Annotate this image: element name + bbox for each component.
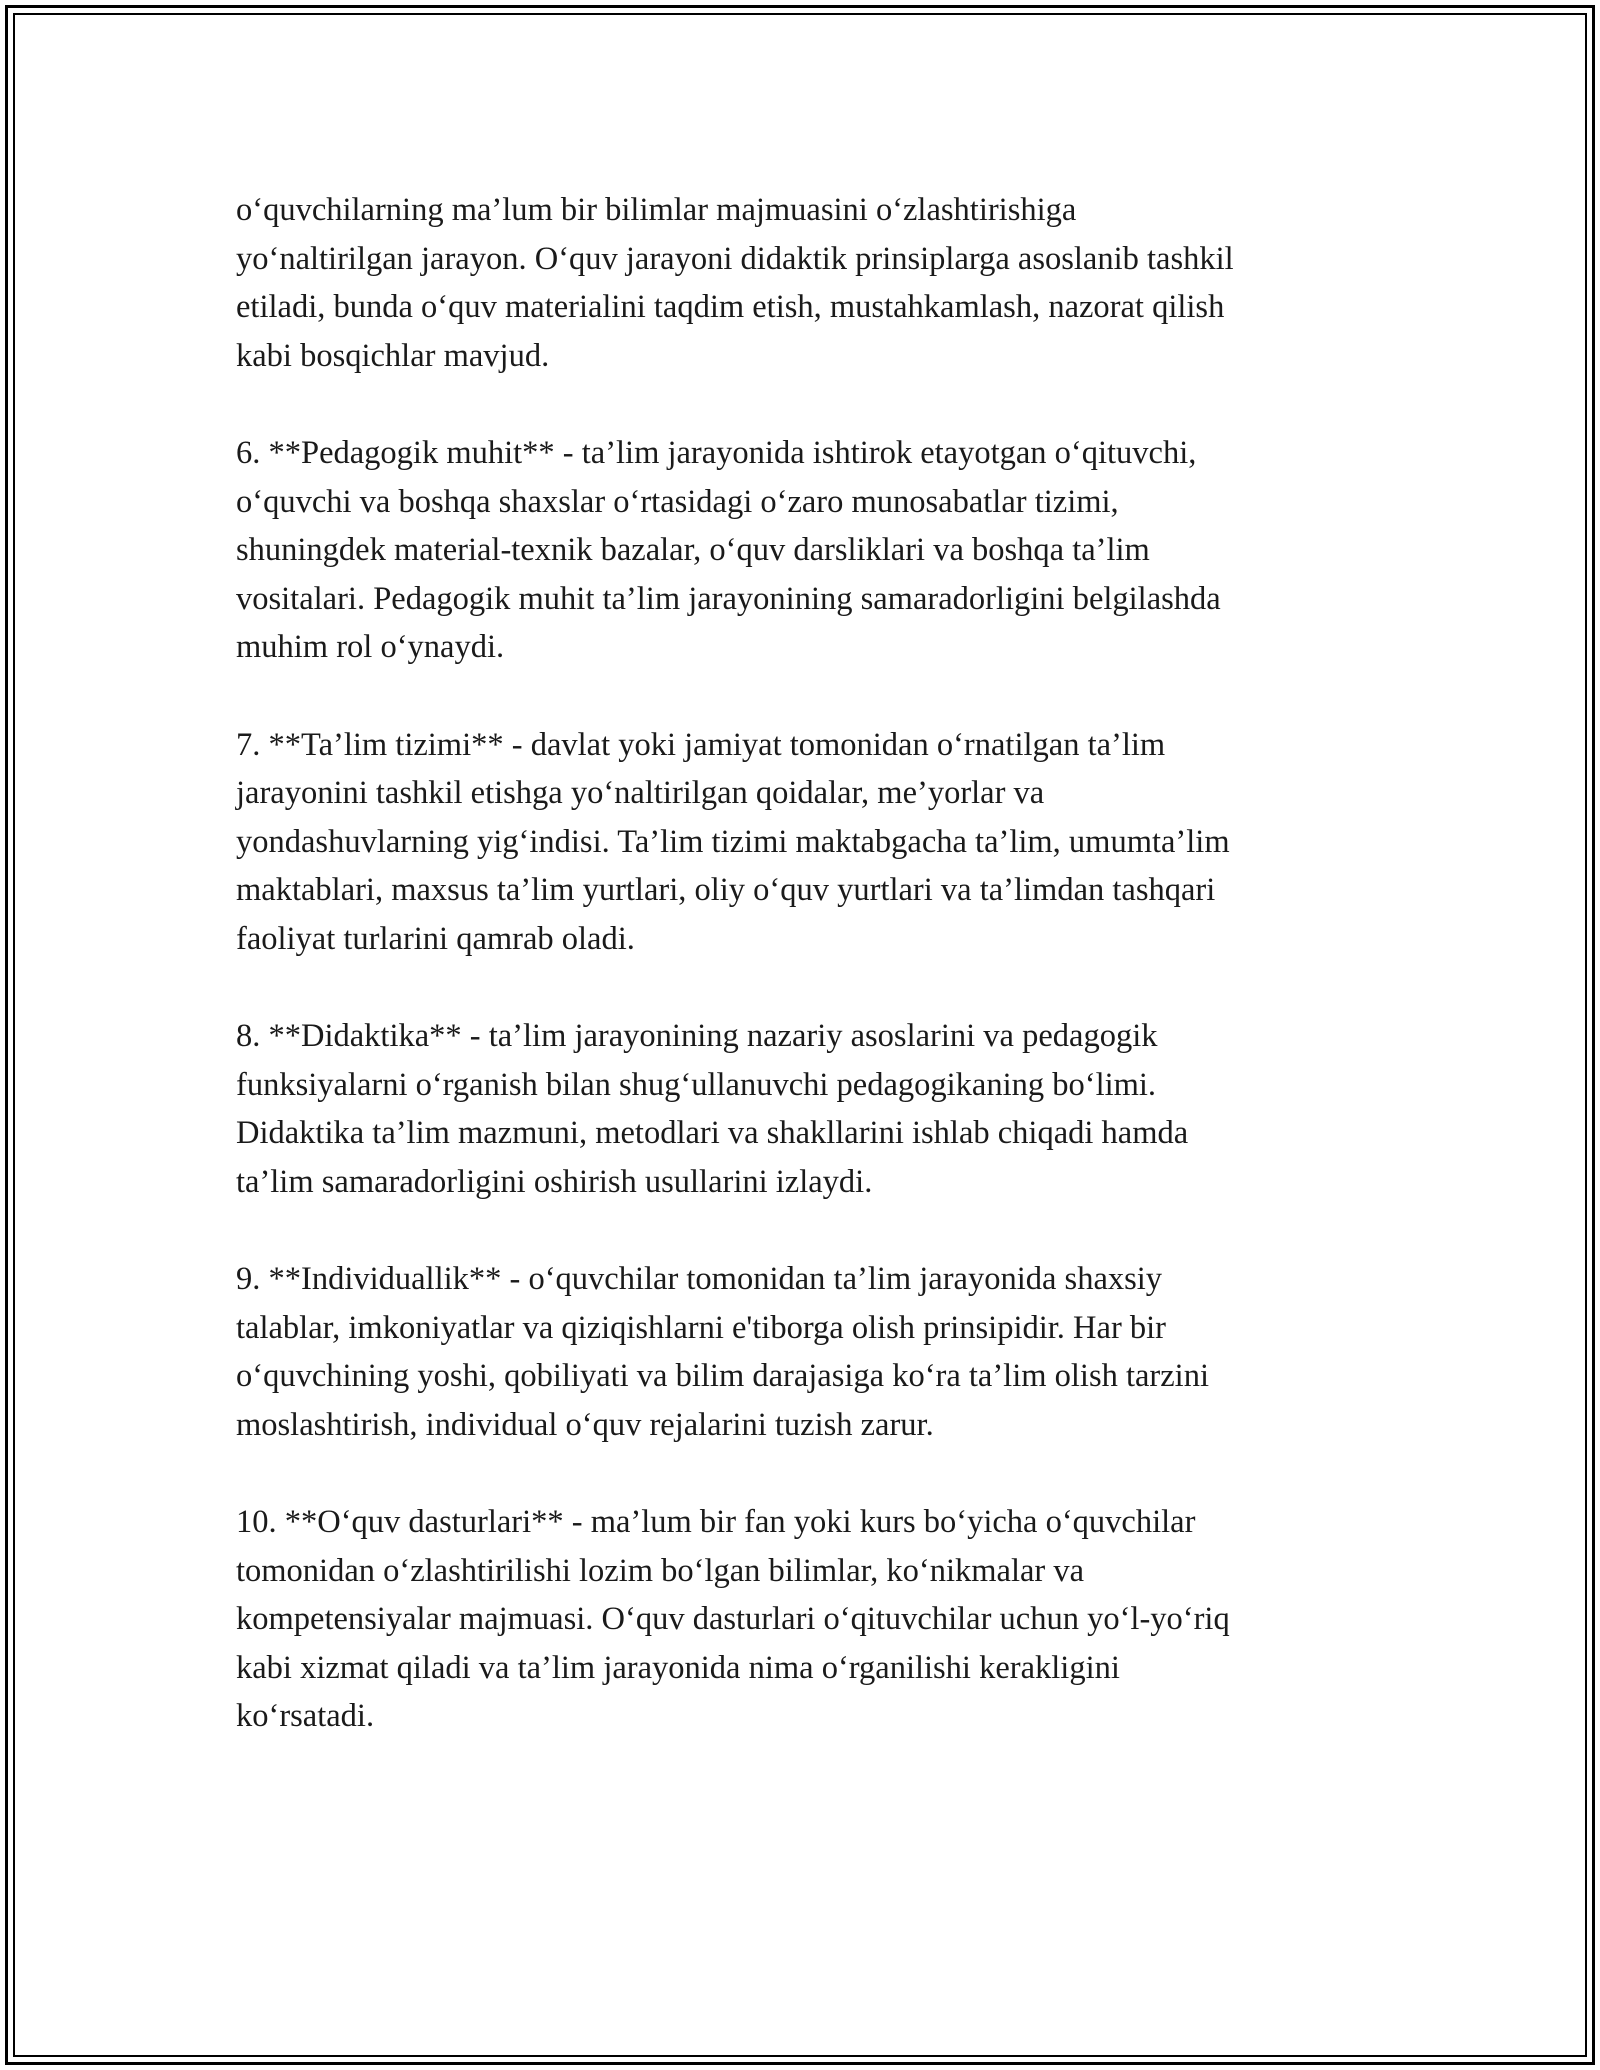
text-line: kabi xizmat qiladi va ta’lim jarayonida nima o‘rganilishi kerakligini	[236, 1649, 1120, 1686]
text-line: 6. **Pedagogik muhit** - ta’lim jarayonida ishtirok etayotgan o‘qituvchi,	[236, 434, 1197, 471]
text-line: maktablari, maxsus ta’lim yurtlari, oliy o‘quv yurtlari va ta’limdan tashqari	[236, 872, 1216, 909]
text-line: 10. **O‘quv dasturlari** - ma’lum bir fan yoki kurs bo‘yicha o‘quvchilar	[236, 1504, 1196, 1541]
text-line: 7. **Ta’lim tizimi** - davlat yoki jamiyat tomonidan o‘rnatilgan ta’lim	[236, 726, 1166, 763]
text-line: etiladi, bunda o‘quv materialini taqdim etish, mustahkamlash, nazorat qilish	[236, 289, 1225, 326]
paragraph	[236, 721, 1376, 964]
text-line: 8. **Didaktika** - ta’lim jarayonining nazariy asoslarini va pedagogik	[236, 1018, 1158, 1055]
text-line: o‘quvchi va boshqa shaxslar o‘rtasidagi o‘zaro munosabatlar tizimi,	[236, 483, 1119, 520]
paragraph	[236, 1012, 1376, 1206]
text-line: shuningdek material-texnik bazalar, o‘quv darsliklari va boshqa ta’lim	[236, 532, 1150, 569]
text-line: talablar, imkoniyatlar va qiziqishlarni e'tiborga olish prinsipidir. Har bir	[236, 1309, 1166, 1346]
text-line: yondashuvlarning yig‘indisi. Ta’lim tizimi maktabgacha ta’lim, umumta’lim	[236, 823, 1230, 860]
text-line: o‘quvchilarning ma’lum bir bilimlar majmuasini o‘zlashtirishiga	[236, 192, 1077, 228]
text-line: vositalari. Pedagogik muhit ta’lim jarayonining samaradorligini belgilashda	[236, 580, 1221, 617]
text-line: ta’lim samaradorligini oshirish usullarini izlaydi.	[236, 1163, 873, 1200]
document-body	[236, 186, 1376, 1790]
text-line: Didaktika ta’lim mazmuni, metodlari va shakllarini ishlab chiqadi hamda	[236, 1115, 1189, 1152]
text-line: ko‘rsatadi.	[236, 1698, 375, 1735]
text-line: kabi bosqichlar mavjud.	[236, 337, 550, 374]
text-line: funksiyalarni o‘rganish bilan shug‘ullanuvchi pedagogikaning bo‘limi.	[236, 1066, 1157, 1103]
text-line: jarayonini tashkil etishga yo‘naltirilgan qoidalar, me’yorlar va	[236, 775, 1045, 812]
text-line: moslashtirish, individual o‘quv rejalarini tuzish zarur.	[236, 1406, 934, 1443]
text-line: faoliyat turlarini qamrab oladi.	[236, 920, 635, 957]
text-line: muhim rol o‘ynaydi.	[236, 629, 505, 666]
text-line: yo‘naltirilgan jarayon. O‘quv jarayoni didaktik prinsiplarga asoslanib tashkil	[236, 240, 1234, 277]
paragraph	[236, 429, 1376, 672]
text-line: 9. **Individuallik** - o‘quvchilar tomonidan ta’lim jarayonida shaxsiy	[236, 1261, 1163, 1298]
paragraph	[236, 186, 1376, 380]
text-line: o‘quvchining yoshi, qobiliyati va bilim darajasiga ko‘ra ta’lim olish tarzini	[236, 1358, 1209, 1395]
paragraph	[236, 1498, 1376, 1741]
text-line: kompetensiyalar majmuasi. O‘quv dasturlari o‘qituvchilar uchun yo‘l-yo‘riq	[236, 1601, 1230, 1638]
paragraph	[236, 1255, 1376, 1449]
text-line: tomonidan o‘zlashtirilishi lozim bo‘lgan bilimlar, ko‘nikmalar va	[236, 1552, 1085, 1589]
